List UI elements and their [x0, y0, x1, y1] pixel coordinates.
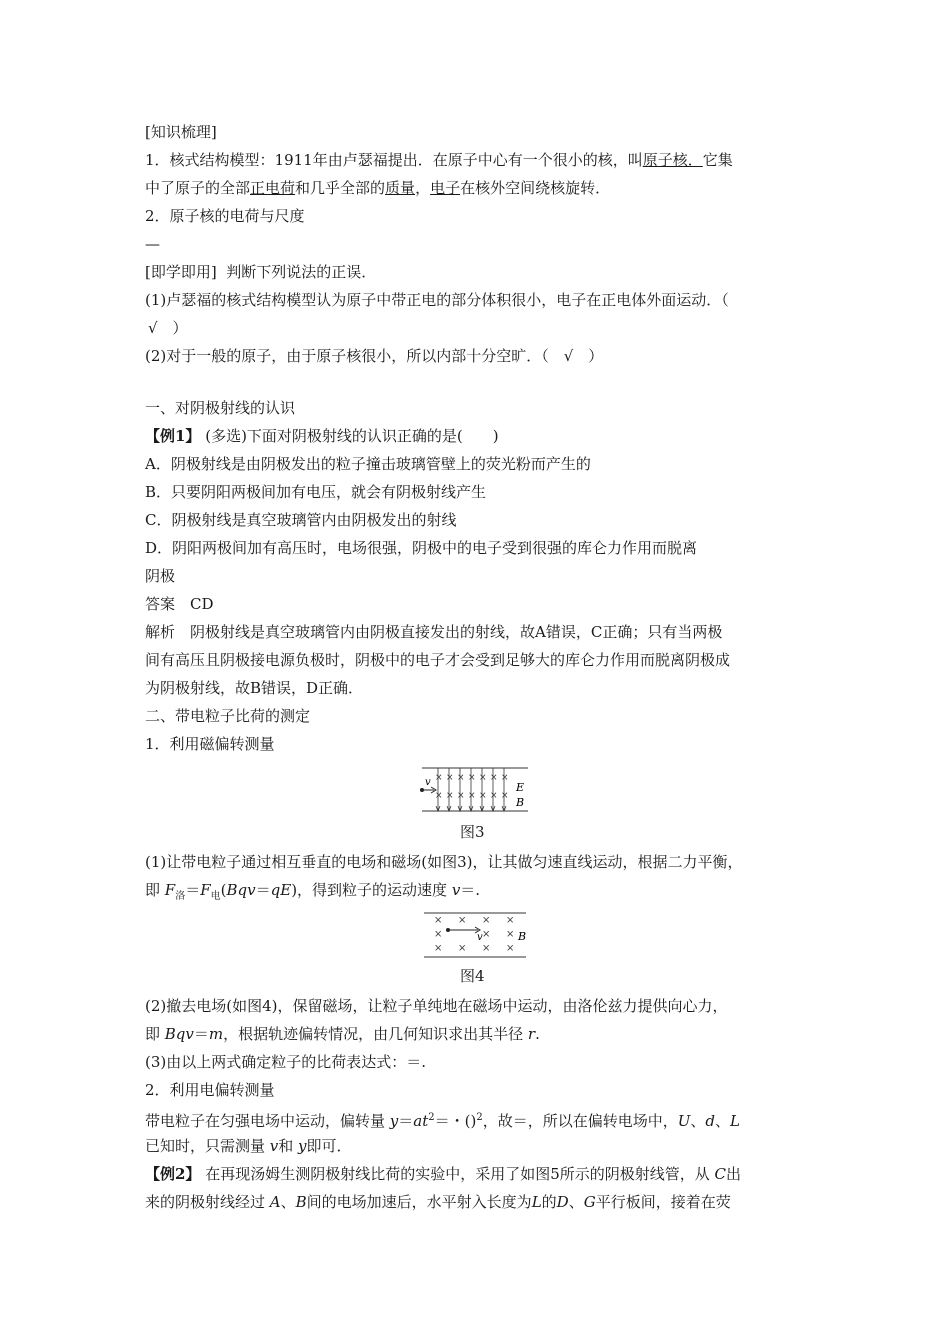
text: ，根据轨迹偏转情况，由几何知识求出其半径 [223, 1025, 528, 1043]
text: ， [415, 179, 431, 197]
figure-3-caption: 图3 [460, 823, 485, 841]
var-v: v [269, 1137, 279, 1155]
text: 和几乎全部的 [295, 179, 386, 197]
method-1-p4 [145, 1024, 540, 1044]
var-f: F [200, 881, 211, 899]
figure-3-diagram [410, 764, 535, 816]
section-2-title: 二、带电粒子比荷的测定 [145, 707, 311, 725]
practice-q1-answer: √ ） [148, 319, 188, 337]
example-tag: 【例1】 [145, 427, 201, 445]
fig4-b-label: B [518, 930, 527, 943]
x-mark: × [435, 773, 443, 783]
var-d: D [556, 1193, 569, 1211]
var-bqv: Bqv [226, 881, 256, 899]
text: 1．核式结构模型：1911年由卢瑟福提出．在原子中心有一个很小的核，叫 [145, 151, 643, 169]
practice-tag: [即学即用] [145, 263, 217, 281]
text: 在再现汤姆生测阴极射线比荷的实验中，采用了如图5所示的阴极射线管，从 [205, 1165, 715, 1183]
text: 、 [280, 1193, 296, 1211]
term-nucleus: 原子核． [642, 151, 703, 169]
option-d: D．阴阳两极间加有高压时，电场很强，阴极中的电子受到很强的库仑力作用而脱离 [145, 539, 698, 557]
sub-dian: 电 [210, 891, 221, 902]
var-y: y [298, 1137, 307, 1155]
figure-4-caption: 图4 [460, 967, 485, 985]
var-f: F [164, 881, 176, 899]
x-mark: × [458, 915, 467, 926]
text: 即 [145, 881, 165, 899]
var-c: C [714, 1165, 727, 1183]
x-mark: × [482, 929, 491, 940]
practice-text: 判断下列说法的正误． [226, 263, 377, 281]
text: . [535, 1025, 540, 1043]
text: ＝・() [434, 1112, 477, 1130]
x-mark: × [482, 943, 491, 954]
term-mass: 质量 [385, 179, 416, 197]
var-d: d [705, 1112, 716, 1130]
text: 平行板间，接着在荧 [595, 1193, 731, 1211]
text: ＝ [255, 881, 271, 899]
x-mark: × [434, 915, 443, 926]
text: ( [220, 881, 227, 899]
text: 即 [145, 1025, 165, 1043]
field-marks [434, 915, 514, 954]
x-mark: × [434, 929, 443, 940]
term-positive-charge: 正电荷 [250, 179, 296, 197]
x-mark: × [490, 773, 498, 783]
method-2-p1 [145, 1108, 740, 1131]
example-2-line-2 [145, 1192, 731, 1212]
fig4-v-label: v [477, 932, 483, 943]
text: 在核外空间绕核旋转． [460, 179, 611, 197]
field-marks [435, 768, 509, 811]
method-1-title: 1．利用磁偏转测量 [145, 735, 275, 753]
analysis-line-3: 为阴极射线，故B错误，D正确． [145, 679, 364, 697]
section-1-title: 一、对阴极射线的认识 [145, 399, 296, 417]
method-2-p2 [145, 1136, 352, 1156]
x-mark: × [457, 791, 465, 801]
var-l: L [531, 1193, 542, 1211]
var-qe: qE [270, 881, 292, 899]
x-mark: × [482, 915, 491, 926]
var-m: m [208, 1025, 224, 1043]
method-1-p3: (2)撤去电场(如图4)，保留磁场，让粒子单纯地在磁场中运动，由洛伦兹力提供向心力， [145, 997, 728, 1015]
text: 、 [568, 1193, 584, 1211]
x-mark: × [479, 791, 487, 801]
var-g: G [583, 1193, 596, 1211]
text: 它集 [702, 151, 733, 169]
option-a: A．阴极射线是由阴极发出的粒子撞击玻璃管壁上的荧光粉而产生的 [145, 455, 591, 473]
x-mark: × [446, 773, 454, 783]
text: 已知时，只需测量 [145, 1137, 270, 1155]
fig3-e-label: E [516, 781, 525, 794]
analysis-line-1: 解析 阴极射线是真空玻璃管内由阴极直接发出的射线，故A错误，C正确；只有当两极 [145, 623, 723, 641]
dash: — [145, 235, 160, 253]
x-mark: × [506, 929, 515, 940]
var-y: y [389, 1112, 399, 1130]
text: 出 [726, 1165, 742, 1183]
text: ＝ [398, 1112, 414, 1130]
paragraph-1-line-1 [145, 150, 733, 170]
text: 即可． [306, 1137, 352, 1155]
var-l: L [730, 1112, 741, 1130]
option-d-cont: 阴极 [145, 567, 176, 585]
text: 、 [715, 1112, 731, 1130]
x-mark: × [506, 915, 515, 926]
x-mark: × [458, 943, 467, 954]
x-mark: × [446, 791, 454, 801]
example-stem: (多选)下面对阴极射线的认识正确的是( ) [205, 427, 499, 445]
var-v: v [451, 881, 461, 899]
var-b: B [295, 1193, 307, 1211]
paragraph-2: 2．原子核的电荷与尺度 [145, 207, 305, 225]
x-mark: × [490, 791, 498, 801]
example-2-line-1 [145, 1164, 741, 1184]
method-1-p1: (1)让带电粒子通过相互垂直的电场和磁场(如图3)，让其做匀速直线运动，根据二力平衡， [145, 853, 743, 871]
method-2-title: 2．利用电偏转测量 [145, 1081, 275, 1099]
x-mark: × [435, 791, 443, 801]
practice-heading [145, 262, 376, 282]
x-mark: × [457, 773, 465, 783]
text: ＝ [193, 1025, 209, 1043]
var-u: U [677, 1112, 691, 1130]
text: 间的电场加速后，水平射入长度为 [306, 1193, 532, 1211]
text: 来的阴极射线经过 [145, 1193, 270, 1211]
x-mark: × [501, 791, 509, 801]
text: 、 [690, 1112, 706, 1130]
example-tag: 【例2】 [145, 1165, 201, 1183]
text: ，故＝，所以在偏转电场中， [482, 1112, 678, 1130]
sup: 2 [428, 1112, 435, 1123]
method-1-p5: (3)由以上两式确定粒子的比荷表达式：＝. [145, 1053, 427, 1071]
option-c: C．阴极射线是真空玻璃管内由阴极发出的射线 [145, 511, 457, 529]
text: )，得到粒子的运动速度 [291, 881, 452, 899]
sup: 2 [476, 1112, 483, 1123]
practice-q1: (1)卢瑟福的核式结构模型认为原子中带正电的部分体积很小，电子在正电体外面运动．（ [145, 291, 729, 309]
answer: 答案 CD [145, 595, 214, 613]
text: ＝ [185, 881, 201, 899]
x-mark: × [506, 943, 515, 954]
var-bqv: Bqv [164, 1025, 194, 1043]
var-a: A [269, 1193, 281, 1211]
x-mark: × [479, 773, 487, 783]
option-b: B．只要阴阳两极间加有电压，就会有阴极射线产生 [145, 483, 487, 501]
analysis-line-2: 间有高压且阴极接电源负极时，阴极中的电子才会受到足够大的库仑力作用而脱离阴极成 [145, 651, 731, 669]
text: 和 [278, 1137, 299, 1155]
example-1-stem [145, 426, 499, 446]
x-mark: × [434, 943, 443, 954]
text: 的 [541, 1193, 557, 1211]
x-mark: × [468, 791, 476, 801]
text: 带电粒子在匀强电场中运动，偏转量 [145, 1112, 390, 1130]
paragraph-1-line-2 [145, 178, 610, 198]
section-knowledge: [知识梳理] [145, 123, 217, 141]
var-at: at [413, 1112, 429, 1130]
sub-luo: 洛 [175, 891, 186, 902]
var-r: r [527, 1025, 536, 1043]
x-mark: × [501, 773, 509, 783]
x-mark: × [468, 773, 476, 783]
practice-q2: (2)对于一般的原子，由于原子核很小，所以内部十分空旷．（ √ ） [145, 347, 604, 365]
text: 中了原子的全部 [145, 179, 251, 197]
figure-4-diagram [420, 910, 530, 960]
method-1-p2 [145, 880, 480, 907]
fig3-v-label: v [425, 777, 431, 788]
term-electron: 电子 [430, 179, 461, 197]
text: ＝. [460, 881, 481, 899]
fig3-b-label: B [516, 796, 525, 809]
